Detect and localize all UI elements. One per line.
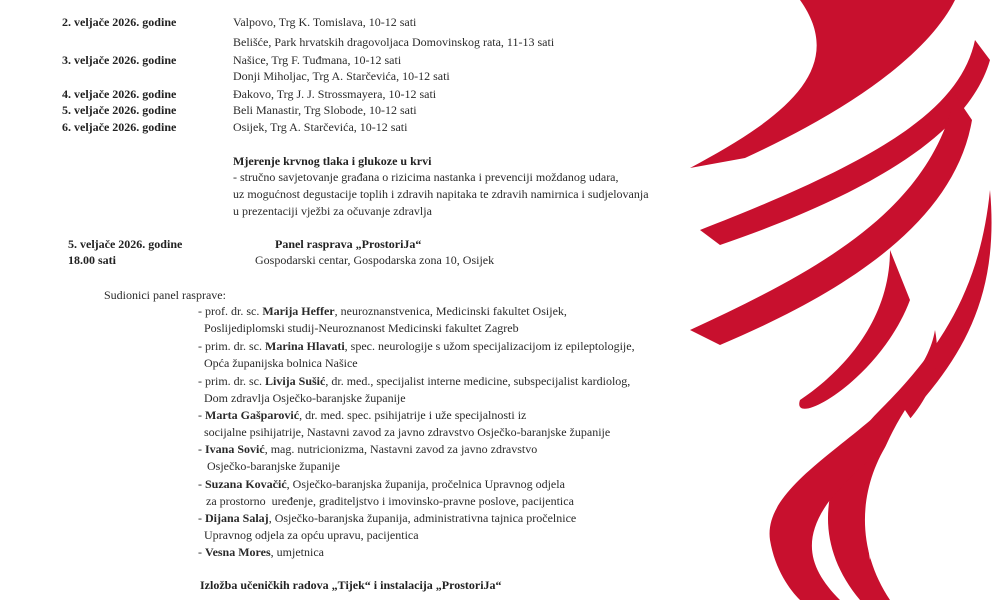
participant-line xyxy=(198,476,565,492)
participant-line xyxy=(198,544,324,560)
schedule-line: Osijek, Trg A. Starčevića, 10-12 sati xyxy=(233,120,408,134)
participant-prefix: - xyxy=(198,545,205,559)
exhibition-title: Izložba učeničkih radova „Tijek“ i instalacija „ProstoriJa“ xyxy=(200,578,502,592)
participant-detail: , dr. med., specijalist interne medicine, subspecijalist kardiolog, xyxy=(325,374,631,388)
panel-location: Gospodarski centar, Gospodarska zona 10, Osijek xyxy=(255,253,495,267)
participant-detail: , mag. nutricionizma, Nastavni zavod za javno zdravstvo xyxy=(264,442,538,456)
panel-title: Panel rasprava „ProstoriJa“ xyxy=(275,237,422,251)
participant-name: Marta Gašparović xyxy=(205,408,300,422)
participant-detail: , Osječko-baranjska županija, administrativna tajnica pročelnice xyxy=(268,511,577,525)
schedule-date-3: 4. veljače 2026. godine xyxy=(62,87,177,101)
participant-line-2: Poslijediplomski studij-Neuroznanost Medicinski fakultet Zagreb xyxy=(204,321,519,335)
participant-prefix: - xyxy=(198,511,205,525)
participant-prefix: - xyxy=(198,442,205,456)
participant-line xyxy=(198,407,526,423)
participant-name: Ivana Sović xyxy=(205,442,265,456)
measurement-title: Mjerenje krvnog tlaka i glukoze u krvi xyxy=(233,154,432,168)
schedule-line: Našice, Trg F. Tuđmana, 10-12 sati xyxy=(233,53,402,67)
participant-name: Dijana Salaj xyxy=(205,511,269,525)
schedule-date-5: 6. veljače 2026. godine xyxy=(62,120,177,134)
schedule-line: Đakovo, Trg J. J. Strossmayera, 10-12 sati xyxy=(233,87,437,101)
participant-name: Livija Sušić xyxy=(265,374,326,388)
participant-prefix: - xyxy=(198,477,205,491)
participant-prefix: - prim. dr. sc. xyxy=(198,374,265,388)
measurement-line: - stručno savjetovanje građana o rizicima nastanka i prevenciji moždanog udara, xyxy=(233,170,619,184)
participant-line-2: za prostorno uređenje, graditeljstvo i imovinsko-pravne poslove, pacijentica xyxy=(206,494,574,508)
participant-name: Marina Hlavati xyxy=(265,339,345,353)
schedule-date-4: 5. veljače 2026. godine xyxy=(62,103,177,117)
schedule-date-1: 2. veljače 2026. godine xyxy=(62,15,177,29)
participant-prefix: - prof. dr. sc. xyxy=(198,304,263,318)
participant-line xyxy=(198,338,635,354)
panel-date: 5. veljače 2026. godine xyxy=(68,237,183,251)
participant-name: Marija Heffer xyxy=(262,304,335,318)
participant-line-2: Opća županijska bolnica Našice xyxy=(204,356,358,370)
participant-detail: , spec. neurologije s užom specijalizacijom iz epileptologije, xyxy=(344,339,635,353)
participant-line-2: Dom zdravlja Osječko-baranjske županije xyxy=(204,391,406,405)
participant-line xyxy=(198,441,537,457)
schedule-line: Beli Manastir, Trg Slobode, 10-12 sati xyxy=(233,103,417,117)
participant-detail: , umjetnica xyxy=(270,545,324,559)
schedule-line: Belišće, Park hrvatskih dragovoljaca Domovinskog rata, 11-13 sati xyxy=(233,35,555,49)
measurement-line: uz mogućnost degustacije toplih i zdravih napitaka te zdravih namirnica i sudjelovanja xyxy=(233,187,649,201)
participant-prefix: - prim. dr. sc. xyxy=(198,339,265,353)
participant-line-2: Upravnog odjela za opću upravu, pacijentica xyxy=(204,528,419,542)
participant-line xyxy=(198,373,630,389)
schedule-date-2: 3. veljače 2026. godine xyxy=(62,53,177,67)
participant-detail: , dr. med. spec. psihijatrije i uže specijalnosti iz xyxy=(299,408,527,422)
participant-line-2: socijalne psihijatrije, Nastavni zavod za javno zdravstvo Osječko-baranjske županije xyxy=(204,425,611,439)
panel-time: 18.00 sati xyxy=(68,253,116,267)
schedule-line: Donji Miholjac, Trg A. Starčevića, 10-12 sati xyxy=(233,69,450,83)
participant-name: Suzana Kovačić xyxy=(205,477,287,491)
participant-name: Vesna Mores xyxy=(205,545,271,559)
schedule-line: Valpovo, Trg K. Tomislava, 10-12 sati xyxy=(233,15,417,29)
participants-heading: Sudionici panel rasprave: xyxy=(104,288,226,302)
participant-detail: , neuroznanstvenica, Medicinski fakultet Osijek, xyxy=(334,304,567,318)
measurement-line: u prezentaciji vježbi za očuvanje zdravlja xyxy=(233,204,432,218)
participant-line xyxy=(198,303,567,319)
participant-line xyxy=(198,510,576,526)
participant-detail: , Osječko-baranjska županija, pročelnica Upravnog odjela xyxy=(286,477,565,491)
participant-line-2: Osječko-baranjske županije xyxy=(204,459,340,473)
participant-prefix: - xyxy=(198,408,205,422)
